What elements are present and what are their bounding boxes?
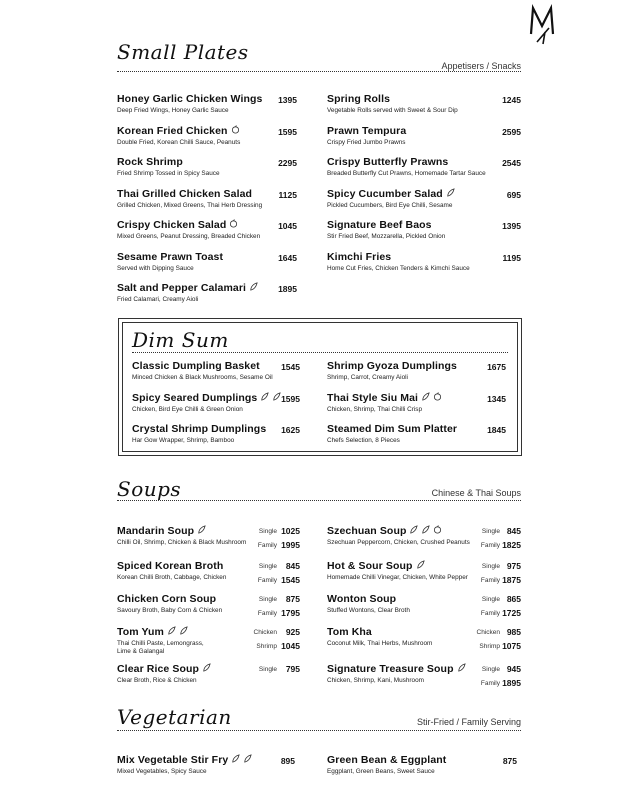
menu-item-price: 1625 (281, 425, 300, 435)
serving-size-label: Single (258, 563, 277, 570)
menu-item-price: 695 (506, 189, 521, 200)
menu-item (327, 188, 455, 210)
menu-item-name: Mandarin Soup (117, 525, 195, 537)
menu-item-name: Signature Treasure Soup (327, 663, 454, 675)
menu-item-price: 1895 (278, 284, 297, 294)
serving-size-label: Family (257, 577, 277, 584)
section-title-vegetarian: Vegetarian (117, 705, 232, 729)
serving-size-label: Family (257, 610, 277, 617)
menu-item-price: 1595 (281, 393, 300, 404)
menu-item-description: Fried Calamari, Creamy Aioli (117, 296, 199, 304)
menu-item-description: Korean Chilli Broth, Cabbage, Chicken (117, 574, 227, 581)
menu-item-description: Coconut Milk, Thai Herbs, Mushroom (327, 640, 433, 647)
menu-item-description: Eggplant, Green Beans, Sweet Sauce (327, 768, 435, 775)
serving-size-label: Family (480, 542, 500, 549)
vegetarian-icon (433, 525, 442, 537)
menu-item-description: Breaded Butterfly Cut Prawns, Homemade Tartar Sauce (327, 170, 486, 177)
vegetarian-icon (231, 125, 240, 137)
chili-spice-icon (421, 525, 430, 537)
serving-size-label: Single (481, 666, 500, 673)
menu-item (327, 251, 470, 273)
serving-size-label: Shrimp (256, 643, 277, 650)
menu-item-name: Kimchi Fries (327, 250, 392, 263)
menu-item-name: Mix Vegetable Stir Fry (117, 754, 229, 766)
menu-item-description: Chicken, Shrimp, Thai Chilli Crisp (327, 405, 423, 413)
menu-item-description: Pickled Cucumbers, Bird Eye Chilli, Sesame (327, 201, 453, 209)
menu-item (117, 593, 222, 615)
section-subtitle-soups: Chinese & Thai Soups (431, 488, 521, 498)
menu-item-price: 2595 (502, 126, 521, 137)
menu-item-name: Clear Rice Soup (117, 663, 200, 675)
chili-spice-icon (421, 392, 430, 404)
menu-item (117, 156, 220, 178)
menu-item-price: 1025 (281, 526, 300, 536)
section-title-dim-sum: Dim Sum (132, 328, 229, 352)
menu-item-description: Stir Fried Beef, Mozzarella, Pickled Onion (327, 233, 446, 240)
brand-logo (527, 4, 557, 48)
menu-item-price: 1245 (502, 95, 521, 105)
menu-item-name: Signature Beef Baos (327, 219, 432, 231)
menu-item-price: 2545 (502, 158, 521, 168)
menu-item-price: 875 (502, 756, 517, 766)
menu-item-description: Mixed Vegetables, Spicy Sauce (117, 768, 207, 776)
menu-item-price: 875 (285, 594, 300, 604)
menu-item (117, 754, 252, 776)
menu-item (327, 125, 406, 147)
menu-item-description: Chefs Selection, 8 Pieces (327, 437, 400, 444)
menu-item (327, 663, 466, 685)
chili-spice-icon (243, 754, 252, 766)
menu-item-description: Shrimp, Carrot, Creamy Aioli (327, 374, 408, 381)
menu-item-price: 1725 (502, 608, 521, 618)
menu-item-price: 1075 (502, 641, 521, 651)
section-divider (117, 71, 521, 72)
chili-spice-icon (197, 525, 206, 537)
menu-item-name: Korean Fried Chicken (117, 124, 228, 137)
serving-size-label: Chicken (253, 629, 277, 636)
menu-item (132, 423, 266, 445)
menu-item (117, 251, 223, 273)
serving-size-label: Single (481, 596, 500, 603)
menu-item-description: Mixed Greens, Peanut Dressing, Breaded Chicken (117, 233, 261, 241)
menu-item-price: 1045 (278, 221, 297, 231)
menu-item (117, 525, 246, 547)
menu-item (327, 360, 457, 382)
menu-item-name: Sesame Prawn Toast (117, 250, 224, 263)
menu-item-description: Chicken, Bird Eye Chilli & Green Onion (132, 405, 243, 413)
menu-item-name: Spiced Korean Broth (117, 560, 224, 572)
menu-item (132, 392, 281, 414)
menu-item-price: 1675 (487, 362, 506, 372)
menu-item-price: 1595 (278, 126, 297, 137)
serving-size-label: Single (258, 666, 277, 673)
menu-item-description: Fried Shrimp Tossed in Spicy Sauce (117, 170, 220, 177)
menu-item-price: 975 (506, 561, 521, 571)
menu-item-price: 1345 (487, 393, 506, 404)
menu-item-description: Deep Fried Wings, Honey Garlic Sauce (117, 107, 229, 114)
menu-item-name: Crispy Chicken Salad (117, 219, 227, 231)
serving-size-label: Single (481, 528, 500, 535)
serving-size-label: Family (480, 680, 500, 687)
menu-item-price: 945 (506, 664, 521, 674)
menu-item (117, 219, 260, 241)
menu-item (327, 626, 432, 648)
serving-size-label: Chicken (476, 629, 500, 636)
menu-item-description: Clear Broth, Rice & Chicken (117, 677, 197, 685)
menu-item-name: Crystal Shrimp Dumplings (132, 423, 267, 435)
menu-item-name: Thai Grilled Chicken Salad (117, 187, 253, 200)
menu-item-name: Honey Garlic Chicken Wings (117, 93, 263, 105)
menu-item-name: Steamed Dim Sum Platter (327, 423, 458, 435)
chili-spice-icon (416, 560, 425, 572)
menu-item-price: 1875 (502, 575, 521, 585)
menu-item-description: Lime & Galangal (117, 648, 165, 656)
menu-item-description: Double Fried, Korean Chilli Sauce, Peanuts (117, 138, 241, 146)
menu-item-name: Wonton Soup (327, 593, 397, 605)
section-divider (117, 500, 521, 501)
serving-size-label: Single (258, 596, 277, 603)
menu-item-name: Tom Yum (117, 626, 164, 638)
chili-spice-icon (231, 754, 240, 766)
serving-size-label: Family (257, 542, 277, 549)
menu-item-description: Stuffed Wontons, Clear Broth (327, 607, 410, 614)
menu-item-name: Rock Shrimp (117, 156, 183, 168)
menu-item-price: 865 (506, 594, 521, 604)
menu-item (327, 156, 486, 178)
menu-item-description: Szechuan Peppercorn, Chicken, Crushed Peanuts (327, 539, 470, 547)
menu-item-price: 1825 (502, 540, 521, 550)
serving-size-label: Shrimp (479, 643, 500, 650)
menu-item (327, 593, 410, 615)
menu-item-description: Served with Dipping Sauce (117, 264, 194, 272)
menu-item-name: Chicken Corn Soup (117, 593, 217, 605)
vegetarian-icon (433, 392, 442, 404)
menu-item (117, 93, 262, 115)
menu-item-price: 925 (285, 627, 300, 637)
chili-spice-icon (409, 525, 418, 537)
menu-item-description: Vegetable Rolls served with Sweet & Sour Dip (327, 107, 458, 114)
chili-spice-icon (179, 626, 188, 638)
menu-item (117, 282, 258, 304)
menu-item (132, 360, 273, 382)
menu-item (327, 392, 442, 414)
menu-item-name: Thai Style Siu Mai (327, 391, 419, 404)
menu-item-name: Szechuan Soup (327, 525, 407, 537)
menu-item (327, 423, 457, 445)
section-subtitle-vegetarian: Stir-Fried / Family Serving (416, 717, 521, 727)
serving-size-label: Family (480, 577, 500, 584)
menu-item-name: Tom Kha (327, 626, 372, 638)
section-subtitle-small-plates: Appetisers / Snacks (441, 61, 521, 71)
chili-spice-icon (202, 663, 211, 675)
menu-item (117, 663, 211, 685)
menu-item (327, 560, 468, 582)
menu-item-price: 845 (506, 526, 521, 536)
menu-item-description: Homemade Chilli Vinegar, Chicken, White Pepper (327, 574, 468, 582)
menu-item (327, 93, 458, 115)
menu-item-name: Spring Rolls (327, 93, 391, 105)
menu-item (117, 560, 226, 582)
serving-size-label: Family (480, 610, 500, 617)
menu-item-price: 985 (506, 627, 521, 637)
menu-item (327, 525, 470, 547)
chili-spice-icon (167, 626, 176, 638)
vegetarian-icon (229, 219, 238, 231)
menu-item-price: 1645 (278, 252, 297, 263)
menu-item-name: Hot & Sour Soup (327, 560, 413, 572)
menu-item-price: 895 (280, 756, 295, 766)
menu-item-price: 2295 (278, 158, 297, 168)
menu-item-description: Minced Chicken & Black Mushrooms, Sesame Oil (132, 374, 273, 381)
menu-item-description: Chicken, Shrimp, Kani, Mushroom (327, 677, 424, 685)
menu-item-price: 1395 (278, 95, 297, 105)
menu-item-description: Crispy Fried Jumbo Prawns (327, 138, 406, 146)
serving-size-label: Single (481, 563, 500, 570)
menu-item-name: Classic Dumpling Basket (132, 360, 260, 372)
menu-item-price: 1545 (281, 575, 300, 585)
menu-item-price: 795 (285, 664, 300, 674)
chili-spice-icon (446, 188, 455, 200)
menu-item-name: Spicy Cucumber Salad (327, 187, 443, 200)
menu-item-price: 1895 (502, 678, 521, 688)
section-divider (117, 730, 521, 731)
menu-item-description: Grilled Chicken, Mixed Greens, Thai Herb Dressing (117, 201, 263, 209)
section-title-small-plates: Small Plates (117, 40, 249, 64)
menu-item (117, 125, 240, 147)
menu-item-price: 1195 (502, 252, 521, 263)
menu-item-price: 1395 (502, 221, 521, 231)
menu-item-price: 1545 (281, 362, 300, 372)
section-title-soups: Soups (117, 477, 182, 501)
menu-item-name: Salt and Pepper Calamari (117, 282, 247, 294)
menu-item-price: 1845 (487, 425, 506, 435)
menu-item (327, 754, 446, 776)
menu-item-description: Home Cut Fries, Chicken Tenders & Kimchi Sauce (327, 264, 470, 272)
menu-item-name: Green Bean & Eggplant (327, 754, 447, 766)
menu-item-name: Prawn Tempura (327, 124, 407, 137)
menu-item-description: Thai Chilli Paste, Lemongrass, (117, 640, 204, 648)
menu-item-price: 1995 (281, 540, 300, 550)
menu-item-price: 1045 (281, 641, 300, 651)
section-divider (132, 352, 508, 353)
menu-item-description: Har Gow Wrapper, Shrimp, Bamboo (132, 437, 235, 444)
menu-item-name: Crispy Butterfly Prawns (327, 156, 449, 168)
menu-item-description: Savoury Broth, Baby Corn & Chicken (117, 607, 223, 614)
menu-item-description: Chilli Oil, Shrimp, Chicken & Black Mushroom (117, 539, 247, 547)
menu-item-name: Spicy Seared Dumplings (132, 391, 258, 404)
menu-item (117, 626, 204, 656)
menu-item-price: 1795 (281, 608, 300, 618)
menu-item-price: 845 (285, 561, 300, 571)
menu-item (327, 219, 445, 241)
serving-size-label: Single (258, 528, 277, 535)
menu-item-name: Shrimp Gyoza Dumplings (327, 360, 457, 372)
menu-item (117, 188, 262, 210)
menu-item-price: 1125 (278, 189, 297, 200)
